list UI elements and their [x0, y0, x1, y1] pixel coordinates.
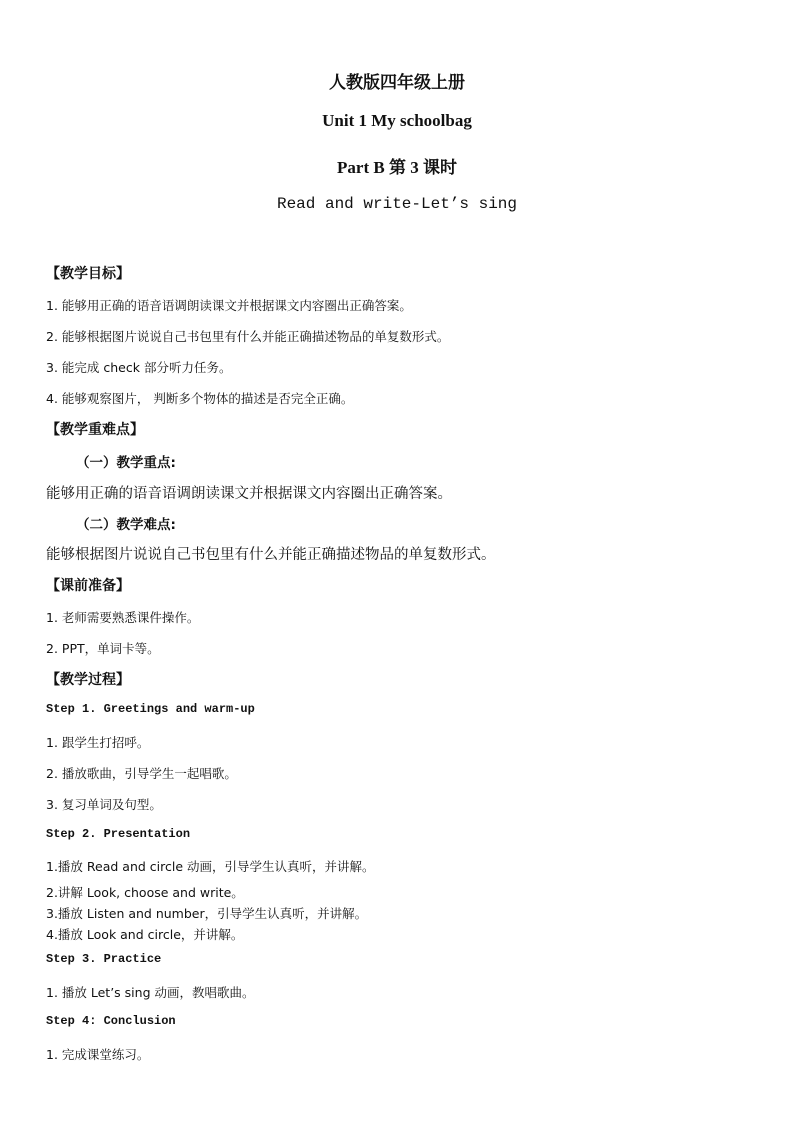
part-title: Part B 第 3 课时: [337, 158, 457, 177]
step1-item: 1. 跟学生打招呼。: [46, 735, 150, 750]
step2-item: 2.讲解 Look, choose and write。: [46, 885, 244, 900]
step3-title: Step 3. Practice: [46, 952, 162, 966]
key-point-text: 能够用正确的语音语调朗读课文并根据课文内容圈出正确答案。: [46, 486, 452, 502]
step2-item: 1.播放 Read and circle 动画，引导学生认真听，并讲解。: [46, 859, 375, 874]
objectives-heading: 【教学目标】: [46, 266, 130, 282]
document-title: 人教版四年级上册: [329, 73, 465, 93]
objective-item: 4. 能够观察图片， 判断多个物体的描述是否完全正确。: [46, 391, 354, 406]
step2-title: Step 2. Presentation: [46, 827, 191, 841]
preparation-item: 1. 老师需要熟悉课件操作。: [46, 610, 200, 625]
unit-title: Unit 1 My schoolbag: [322, 111, 472, 130]
step1-item: 2. 播放歌曲，引导学生一起唱歌。: [46, 766, 237, 781]
step3-item: 1. 播放 Let’s sing 动画，教唱歌曲。: [46, 985, 255, 1000]
step1-title: Step 1. Greetings and warm-up: [46, 702, 255, 716]
step2-item: 4.播放 Look and circle，并讲解。: [46, 927, 244, 942]
step1-item: 3. 复习单词及句型。: [46, 797, 162, 812]
preparation-heading: 【课前准备】: [46, 578, 130, 594]
difficult-point-text: 能够根据图片说说自己书包里有什么并能正确描述物品的单复数形式。: [46, 547, 496, 563]
objective-item: 1. 能够用正确的语音语调朗读课文并根据课文内容圈出正确答案。: [46, 298, 412, 313]
difficult-point-label: （二）教学难点:: [76, 517, 176, 533]
step4-title: Step 4: Conclusion: [46, 1014, 176, 1028]
step4-item: 1. 完成课堂练习。: [46, 1047, 150, 1062]
lesson-title: Read and write-Let’s sing: [276, 195, 518, 213]
preparation-item: 2. PPT，单词卡等。: [46, 641, 160, 656]
step2-item: 3.播放 Listen and number，引导学生认真听，并讲解。: [46, 906, 368, 921]
process-heading: 【教学过程】: [46, 672, 130, 688]
key-points-heading: 【教学重难点】: [46, 422, 144, 438]
objective-item: 3. 能完成 check 部分听力任务。: [46, 360, 232, 375]
objective-item: 2. 能够根据图片说说自己书包里有什么并能正确描述物品的单复数形式。: [46, 329, 450, 344]
key-point-label: （一）教学重点:: [76, 455, 176, 471]
